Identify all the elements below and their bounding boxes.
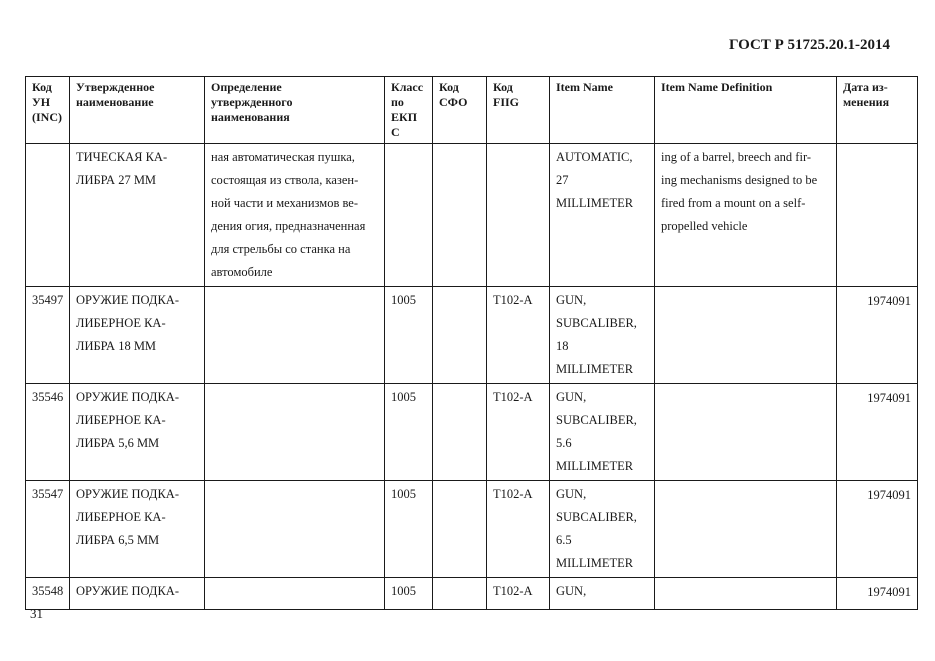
header-line: утвержденного bbox=[211, 95, 293, 109]
cell-line: MILLIMETER bbox=[556, 459, 634, 473]
header-approved-name bbox=[70, 77, 205, 144]
cell-line: ЛИБРА 27 ММ bbox=[76, 173, 157, 187]
definition-cell bbox=[205, 481, 385, 578]
definition-cell bbox=[205, 144, 385, 287]
fiig-cell bbox=[487, 384, 550, 481]
header-sfo bbox=[433, 77, 487, 144]
cell-line: состоящая из ствола, казен- bbox=[211, 173, 359, 187]
fiig-cell bbox=[487, 287, 550, 384]
header-line: СФО bbox=[439, 95, 468, 109]
register-table bbox=[25, 76, 918, 610]
cell-line: SUBCALIBER, bbox=[556, 510, 637, 524]
header-line: Определение bbox=[211, 80, 282, 94]
item-name-cell bbox=[550, 578, 655, 610]
table-row bbox=[26, 287, 918, 384]
cell-line: ЛИБЕРНОЕ КА- bbox=[76, 510, 166, 524]
fiig-cell bbox=[487, 578, 550, 610]
cell-line: ing mechanisms designed to be bbox=[661, 173, 818, 187]
header-line: наименования bbox=[211, 110, 290, 124]
item-name-cell bbox=[550, 384, 655, 481]
date-cell bbox=[837, 384, 918, 481]
cell-line: ОРУЖИЕ ПОДКА- bbox=[76, 390, 179, 404]
inc-cell bbox=[26, 144, 70, 287]
table-row bbox=[26, 144, 918, 287]
header-line: Item Name bbox=[556, 80, 613, 94]
header-line: Дата из- bbox=[843, 80, 888, 94]
header-definition bbox=[205, 77, 385, 144]
inc-cell bbox=[26, 578, 70, 610]
item-definition-cell bbox=[655, 287, 837, 384]
header-row bbox=[26, 77, 918, 144]
cell-line: MILLIMETER bbox=[556, 556, 634, 570]
class-cell bbox=[385, 287, 433, 384]
date-cell bbox=[837, 287, 918, 384]
fiig-cell bbox=[487, 481, 550, 578]
header-item-definition bbox=[655, 77, 837, 144]
header-line: С bbox=[391, 125, 400, 139]
name-cell bbox=[70, 287, 205, 384]
definition-cell bbox=[205, 384, 385, 481]
date-cell bbox=[837, 481, 918, 578]
date-cell bbox=[837, 144, 918, 287]
cell-line: 35497 bbox=[32, 293, 64, 307]
cell-line: 1005 bbox=[391, 584, 416, 598]
cell-line: GUN, bbox=[556, 293, 587, 307]
cell-line: ЛИБРА 5,6 ММ bbox=[76, 436, 160, 450]
header-line: Код bbox=[439, 80, 459, 94]
sfo-cell bbox=[433, 384, 487, 481]
cell-line: 35547 bbox=[32, 487, 64, 501]
cell-line: автомобиле bbox=[211, 265, 273, 279]
header-line: ЕКП bbox=[391, 110, 418, 124]
fiig-cell bbox=[487, 144, 550, 287]
header-line: Код bbox=[32, 80, 52, 94]
cell-line: для стрельбы со станка на bbox=[211, 242, 351, 256]
page-number: 31 bbox=[30, 606, 43, 621]
cell-line: 35546 bbox=[32, 390, 64, 404]
header-line: (INC) bbox=[32, 110, 62, 124]
header-change-date bbox=[837, 77, 918, 144]
cell-line: ЛИБРА 18 ММ bbox=[76, 339, 157, 353]
name-cell bbox=[70, 384, 205, 481]
cell-line: ная автоматическая пушка, bbox=[211, 150, 355, 164]
cell-line: ЛИБЕРНОЕ КА- bbox=[76, 413, 166, 427]
sfo-cell bbox=[433, 287, 487, 384]
header-line: по bbox=[391, 95, 404, 109]
item-definition-cell bbox=[655, 144, 837, 287]
cell-line: ОРУЖИЕ ПОДКА- bbox=[76, 584, 179, 598]
cell-line: 1005 bbox=[391, 487, 416, 501]
cell-line: T102-A bbox=[493, 390, 533, 404]
header-line: Item Name Definition bbox=[661, 80, 773, 94]
cell-line: 27 bbox=[556, 173, 569, 187]
cell-line: T102-A bbox=[493, 293, 533, 307]
cell-line: ТИЧЕСКАЯ КА- bbox=[76, 150, 168, 164]
class-cell bbox=[385, 384, 433, 481]
cell-line: дения огия, предназначенная bbox=[211, 219, 366, 233]
class-cell bbox=[385, 578, 433, 610]
name-cell bbox=[70, 578, 205, 610]
cell-line: fired from a mount on a self- bbox=[661, 196, 806, 210]
cell-line: 5.6 bbox=[556, 436, 572, 450]
cell-line: SUBCALIBER, bbox=[556, 413, 637, 427]
cell-line: T102-A bbox=[493, 584, 533, 598]
cell-line: SUBCALIBER, bbox=[556, 316, 637, 330]
cell-line: 6.5 bbox=[556, 533, 572, 547]
class-cell bbox=[385, 481, 433, 578]
header-line: УН bbox=[32, 95, 51, 109]
cell-line: T102-A bbox=[493, 487, 533, 501]
cell-line: 1974091 bbox=[867, 294, 911, 308]
cell-line: 1974091 bbox=[867, 391, 911, 405]
item-name-cell bbox=[550, 481, 655, 578]
header-item-name bbox=[550, 77, 655, 144]
header-inc bbox=[26, 77, 70, 144]
header-line: менения bbox=[843, 95, 890, 109]
cell-line: 18 bbox=[556, 339, 569, 353]
sfo-cell bbox=[433, 144, 487, 287]
cell-line: GUN, bbox=[556, 390, 587, 404]
sfo-cell bbox=[433, 578, 487, 610]
table-row bbox=[26, 481, 918, 578]
cell-line: ЛИБРА 6,5 ММ bbox=[76, 533, 160, 547]
item-name-cell bbox=[550, 144, 655, 287]
cell-line: AUTOMATIC, bbox=[556, 150, 633, 164]
definition-cell bbox=[205, 578, 385, 610]
cell-line: ЛИБЕРНОЕ КА- bbox=[76, 316, 166, 330]
header-line: наименование bbox=[76, 95, 154, 109]
header-line: Код bbox=[493, 80, 513, 94]
table-row bbox=[26, 384, 918, 481]
cell-line: ОРУЖИЕ ПОДКА- bbox=[76, 293, 179, 307]
cell-line: 35548 bbox=[32, 584, 64, 598]
header-line: Класс bbox=[391, 80, 424, 94]
header-line: Утвержденное bbox=[76, 80, 155, 94]
item-definition-cell bbox=[655, 481, 837, 578]
date-cell bbox=[837, 578, 918, 610]
header-line: FIIG bbox=[493, 95, 520, 109]
cell-line: MILLIMETER bbox=[556, 362, 634, 376]
header-class bbox=[385, 77, 433, 144]
cell-line: 1974091 bbox=[867, 585, 911, 599]
cell-line: propelled vehicle bbox=[661, 219, 748, 233]
cell-line: GUN, bbox=[556, 584, 587, 598]
cell-line: 1005 bbox=[391, 293, 416, 307]
document-code: ГОСТ Р 51725.20.1-2014 bbox=[728, 37, 890, 53]
item-definition-cell bbox=[655, 578, 837, 610]
sfo-cell bbox=[433, 481, 487, 578]
table-row bbox=[26, 578, 918, 610]
cell-line: 1005 bbox=[391, 390, 416, 404]
cell-line: ной части и механизмов ве- bbox=[211, 196, 359, 210]
definition-cell bbox=[205, 287, 385, 384]
cell-line: MILLIMETER bbox=[556, 196, 634, 210]
cell-line: ing of a barrel, breech and fir- bbox=[661, 150, 812, 164]
name-cell bbox=[70, 144, 205, 287]
inc-cell bbox=[26, 287, 70, 384]
name-cell bbox=[70, 481, 205, 578]
class-cell bbox=[385, 144, 433, 287]
header-fiig bbox=[487, 77, 550, 144]
cell-line: GUN, bbox=[556, 487, 587, 501]
cell-line: ОРУЖИЕ ПОДКА- bbox=[76, 487, 179, 501]
inc-cell bbox=[26, 384, 70, 481]
inc-cell bbox=[26, 481, 70, 578]
item-name-cell bbox=[550, 287, 655, 384]
item-definition-cell bbox=[655, 384, 837, 481]
cell-line: 1974091 bbox=[867, 488, 911, 502]
